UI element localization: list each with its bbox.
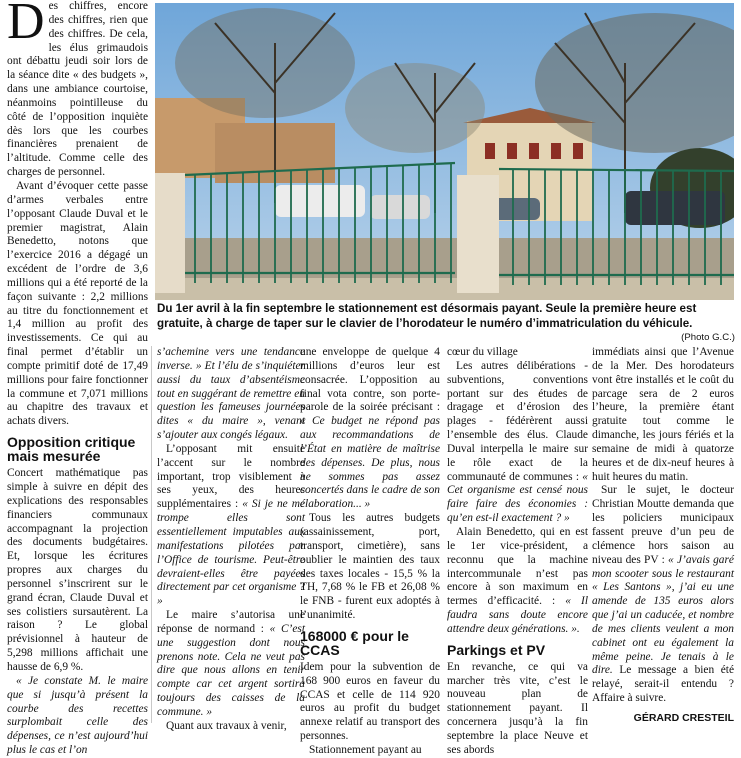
- article-column-4: [447, 346, 588, 758]
- quote: « C’est une suggestion dont nous prenons note. Cela ne veut pas dire que nous allons en tenir compte car cet argent sortira toujours des caisses de la commune. »: [157, 622, 305, 718]
- paragraph: Idem pour la subvention de 168 900 euros en faveur du CCAS et celle de 114 920 euros au profit du budget annexe relatif au transport des personnes.: [300, 660, 440, 743]
- paragraph: cœur du village: [447, 346, 518, 358]
- paragraph: Stationnement payant au: [309, 743, 422, 756]
- photo-caption: [157, 302, 735, 346]
- paragraph: Quant aux travaux à venir,: [166, 719, 287, 732]
- paragraph: Concert mathématique pas simple à suivre en dépit des explications des responsables financiers communaux accompagnant la projection des documents budgétaires. Et, lorsque les écritures propres aux charges du personnel s’inscrirent sur le grand écran, Claude Duval et ses colistiers sursautèrent. La raison ? Le global prévisionnel à hauteur de 5,298 millions affichait une hausse de 6,9 %.: [7, 467, 148, 673]
- quote: « Cet organisme est censé nous faire faire des économies : qu’en est-il exactement ? »: [447, 470, 588, 525]
- quote: « Il faudra sans doute encore attendre deux générations. ».: [447, 595, 588, 635]
- quote-paragraph: [157, 346, 305, 443]
- text: L’opposant mit ensuite l’accent sur le nombre important, trop visiblement à ses yeux, des heures supplémentaires :: [157, 442, 305, 511]
- photo-credit: (Photo G.C.): [681, 332, 735, 343]
- quote: « Si je ne me trompe elles sont essentiellement imputables aux manifestations pilotées par l’Office de tourisme. Peut-être devraient-elles être payées directement par cet organisme ? »: [157, 498, 305, 608]
- article-column-2: [157, 346, 305, 734]
- subheading-ccas: 168000 € pour le CCAS: [300, 627, 409, 658]
- text: Le message a bien été relayé, serait-il entendu ? Affaire à suivre.: [592, 664, 734, 705]
- parking-lot-photo: [155, 3, 734, 300]
- subheading-opposition: Opposition critique mais mesurée: [7, 434, 136, 465]
- article-photo: [155, 3, 734, 300]
- article-column-3: [300, 346, 440, 758]
- paragraph: [592, 484, 734, 706]
- author-byline: GÉRARD CRESTEIL: [633, 711, 734, 724]
- text: Sur le sujet, le docteur Christian Moutte demanda que les policiers municipaux fassent preuve d’un peu de clémence hors saison au niveau des PV :: [592, 484, 734, 566]
- article-column-1: [7, 0, 148, 758]
- quote: « J’avais garé mon scooter sous le restaurant « Les Santons », j’ai eu une amende de 135 euros alors que j’ai un caducée, et nombre de mes clients veulent a mon cabinet ont eu également la même peine. Je tenais à le dire.: [592, 553, 734, 677]
- paragraph: es chiffres, encore des chiffres, rien que des chiffres. De cela, les élus grimaudois ont débattu jeudi soir lors de la séance dite « des budgets », dans une ambiance courtoise, néanmoins pointilleuse du côté de l’opposition inquiète dès lors que les courbes financières prenaient de l’altitude. Comme celle des charges de personnel.: [7, 0, 148, 179]
- paragraph: Tous les autres budgets (assainissement, port, transport, cimetière), sans oublier le maintien des taux des taxes locales - 15,5 % la TH, 7,68 % le FB et 26,08 % le FNB - furent eux adoptés à l’unanimité.: [300, 512, 440, 622]
- text: une enveloppe de quelque 4 millions d’euros leur est consacrée. L’opposition au final vota contre, son porte-parole de la soirée précisant :: [300, 346, 440, 414]
- text: Le maire s’autorisa une réponse de normand :: [157, 609, 305, 635]
- column-rule: [151, 346, 152, 723]
- subheading-parkings: Parkings et PV: [447, 641, 546, 658]
- quote: « Ce budget ne répond pas aux recommandations de l’État en matière de maîtrise des dépenses. De plus, nous ne sommes pas assez concertés dans le cadre de son élaboration... »: [300, 415, 440, 511]
- drop-cap: D: [7, 0, 45, 50]
- paragraph: [447, 360, 588, 526]
- article-column-5: [592, 346, 734, 726]
- caption-text: Du 1er avril à la fin septembre le stationnement est désormais payant. Seule la première heure est gratuite, à charge de taper sur le clavier de l’horodateur le numéro d’immatriculation du véhicule.: [157, 302, 697, 330]
- paragraph: En revanche, ce qui va marcher très vite, c’est le nouveau plan de stationnement payant. Il concernera jusqu’à la fin septembre la place Neuve et ses abords: [447, 660, 588, 756]
- paragraph: [300, 346, 440, 512]
- paragraph: Avant d’évoquer cette passe d’armes verbales entre l’opposant Claude Duval et le premier magistrat, Alain Benedetto, notons que l’exercice 2016 a dégagé un excédent de l’ordre de 3,6 millions qui a été reporté de la façon suivante : 2,2 millions au titre du fonctionnement et 1,4 million au profit des investissements. Ce qui au final permet d’établir un compte primitif doté de 17,49 millions pour faire fonctionner la commune et 7,071 millions au chapitre des travaux et achats divers.: [7, 179, 148, 428]
- paragraph: [157, 609, 305, 720]
- text: Alain Benedetto, qui en est le 1er vice-président, a reconnu que la machine intercommunale n’est pas encore à son maximum en termes d’efficacité. :: [447, 525, 588, 608]
- paragraph: [157, 443, 305, 609]
- paragraph: [447, 526, 588, 637]
- text: Les autres délibérations - subventions, conventions portant sur des études de dragage et d’érosion des plages - fédérèrent aussi l’ensemble des élus. Claude Duval interpella le maire sur le rôle exact de la communauté de communes :: [447, 359, 588, 483]
- paragraph: immédiats ainsi que l’Avenue de la Mer. Des horodateurs vont être installés et le coût du parcage sera de 2 euros l’heure, la première étant gratuite tout comme le dimanche, les jours fériés et la semaine de midi à quatorze heures et de dix-neuf heures à huit heures du matin.: [592, 346, 734, 483]
- quote-paragraph: [7, 675, 148, 758]
- quote: s’achemine vers une tendance inverse. » Et l’élu de s’inquiéter aussi du taux d’absentéisme tout en suggérant de remettre en question les fameuses journées dites « du maire », venant s’ajouter aux congés légaux.: [157, 346, 305, 442]
- quote: « Je constate M. le maire que si jusqu’à présent la courbe des recettes surplombait celle des dépenses, ce n’est aujourd’hui plus le cas et l’on: [7, 674, 148, 757]
